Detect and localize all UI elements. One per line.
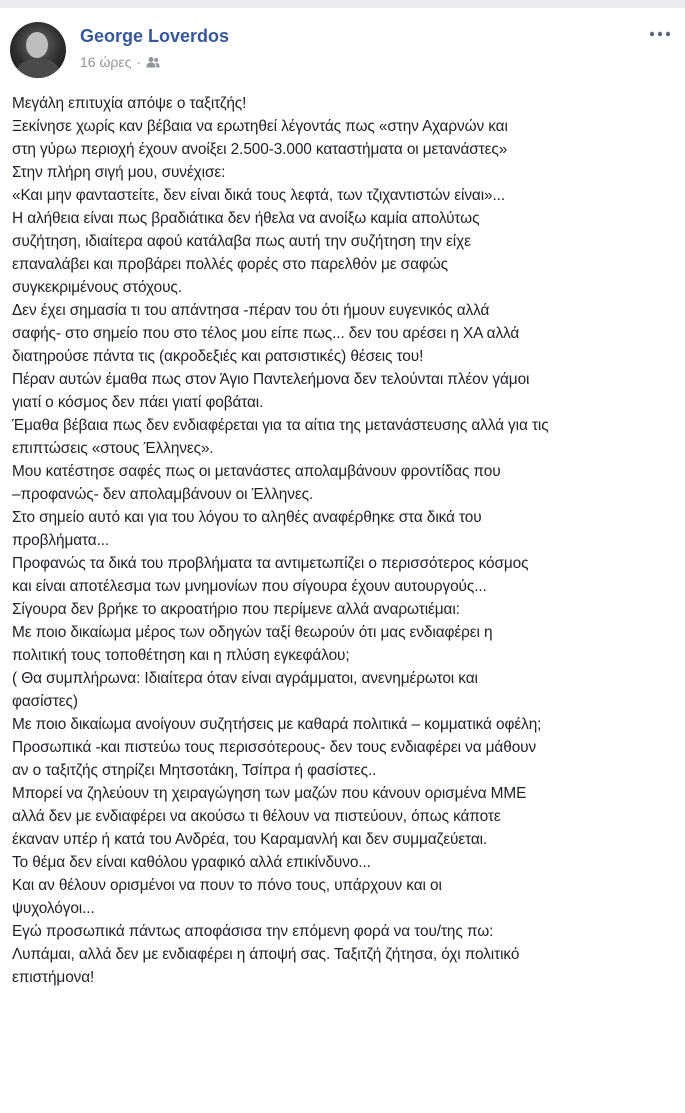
post-text-line: ( Θα συμπλήρωνα: Ιδιαίτερα όταν είναι αγράμματοι, ανενημέρωτοι και — [12, 670, 478, 687]
post-text-line: συγκεκριμένους στόχους. — [12, 279, 182, 296]
post-text-line: Η αλήθεια είναι πως βραδιάτικα δεν ήθελα να ανοίξω καμία απολύτως — [12, 210, 480, 227]
avatar-shoulders — [16, 58, 60, 78]
post-text — [12, 92, 672, 989]
post-text-line: ψυχολόγοι... — [12, 900, 95, 917]
post-text-line: Στο σημείο αυτό και για του λόγου το αληθές αναφέρθηκε στα δικά του — [12, 509, 482, 526]
post-text-line: επιστήμονα! — [12, 969, 95, 986]
post-text-line: στη γύρω περιοχή έχουν ανοίξει 2.500-3.000 καταστήματα οι μετανάστες» — [12, 141, 508, 158]
post-text-line: διατηρούσε πάντα τις (ακροδεξιές και ρατσιστικές) θέσεις του! — [12, 348, 424, 365]
post-text-line: Λυπάμαι, αλλά δεν με ενδιαφέρει η άποψή σας. Ταξιτζή ζήτησα, όχι πολιτικό — [12, 946, 520, 963]
post-text-line: πολιτική τους τοποθέτηση και η πλύση εγκεφάλου; — [12, 647, 350, 664]
more-options-icon — [649, 31, 671, 37]
post-text-line: σαφής- στο σημείο που στο τέλος μου είπε πως... δεν του αρέσει η ΧΑ αλλά — [12, 325, 520, 342]
post-text-line: επιπτώσεις «στους Έλληνες». — [12, 440, 214, 457]
post-text-line: και είναι αποτέλεσμα των μνημονίων που σίγουρα έχουν αυτουργούς... — [12, 578, 487, 595]
post-text-line: Και αν θέλουν ορισμένοι να πουν το πόνο τους, υπάρχουν και οι — [12, 877, 442, 894]
post-text-line: προβλήματα... — [12, 532, 110, 549]
post-text-line: επαναλάβει και προβάρει πολλές φορές στο παρελθόν με σαφώς — [12, 256, 448, 273]
post-text-line: Με ποιο δικαίωμα ανοίγουν συζητήσεις με καθαρά πολιτικά – κομματικά οφέλη; — [12, 716, 542, 733]
post-text-line: Πέραν αυτών έμαθα πως στον Άγιο Παντελεήμονα δεν τελούνται πλέον γάμοι — [12, 371, 530, 388]
post-text-line: –προφανώς- δεν απολαμβάνουν οι Έλληνες. — [12, 486, 314, 503]
post-text-line: Με ποιο δικαίωμα μέρος των οδηγών ταξί θεωρούν ότι μας ενδιαφέρει η — [12, 624, 493, 641]
post-text-line: Προσωπικά -και πιστεύω τους περισσότερους- δεν τους ενδιαφέρει να μάθουν — [12, 739, 537, 756]
post-text-line: αν ο ταξιτζής στηρίζει Μητσοτάκη, Τσίπρα ή φασίστες.. — [12, 762, 377, 779]
post-text-line: Έμαθα βέβαια πως δεν ενδιαφέρεται για τα αίτια της μετανάστευσης αλλά για τις — [12, 417, 549, 434]
feed-top-strip — [0, 0, 685, 8]
more-options-button[interactable] — [645, 24, 675, 44]
post-text-line: Μου κατέστησε σαφές πως οι μετανάστες απολαμβάνουν φροντίδας που — [12, 463, 501, 480]
author-avatar[interactable] — [10, 22, 66, 78]
author-name-link[interactable]: George Loverdos — [80, 26, 230, 46]
post-text-line: Μεγάλη επιτυχία απόψε ο ταξιτζής! — [12, 95, 247, 112]
facebook-post — [0, 8, 685, 1113]
avatar-face — [26, 32, 48, 58]
post-header — [10, 22, 675, 78]
post-text-line: Δεν έχει σημασία τι του απάντησα -πέραν του ότι ήμουν ευγενικός αλλά — [12, 302, 490, 319]
post-text-line: Μπορεί να ζηλεύουν τη χειραγώγηση των μαζών που κάνουν ορισμένα ΜΜΕ — [12, 785, 527, 802]
post-text-line: συζήτηση, ιδιαίτερα αφού κατάλαβα πως αυτή την συζήτηση την είχε — [12, 233, 471, 250]
post-text-line: Σίγουρα δεν βρήκε το ακροατήριο που περίμενε αλλά αναρωτιέμαι: — [12, 601, 460, 618]
post-text-line: Εγώ προσωπικά πάντως αποφάσισα την επόμενη φορά να του/της πω: — [12, 923, 494, 940]
post-text-line: Ξεκίνησε χωρίς καν βέβαια να ερωτηθεί λέγοντάς πως «στην Αχαρνών και — [12, 118, 508, 135]
post-text-line: Προφανώς τα δικά του προβλήματα τα αντιμετωπίζει ο περισσότερος κόσμος — [12, 555, 529, 572]
post-text-line: Στην πλήρη σιγή μου, συνέχισε: — [12, 164, 226, 181]
post-text-line: αλλά δεν με ενδιαφέρει να ακούσω τι θέλουν να πιστεύουν, όπως κάποτε — [12, 808, 501, 825]
post-text-line: γιατί ο κόσμος δεν πάει γιατί φοβάται. — [12, 394, 264, 411]
meta-separator: · — [136, 54, 142, 70]
post-text-line: «Και μην φανταστείτε, δεν είναι δικά τους λεφτά, των τζιχαντιστών είναι»... — [12, 187, 506, 204]
post-meta — [80, 54, 160, 70]
post-timestamp[interactable]: 16 ώρες — [80, 54, 132, 70]
post-text-line: Το θέμα δεν είναι καθόλου γραφικό αλλά επικίνδυνο... — [12, 854, 371, 871]
post-text-line: έκαναν υπέρ ή κατά του Ανδρέα, του Καραμανλή και δεν συμμαζεύεται. — [12, 831, 488, 848]
post-text-line: φασίστες) — [12, 693, 78, 710]
friends-icon[interactable] — [146, 56, 160, 68]
